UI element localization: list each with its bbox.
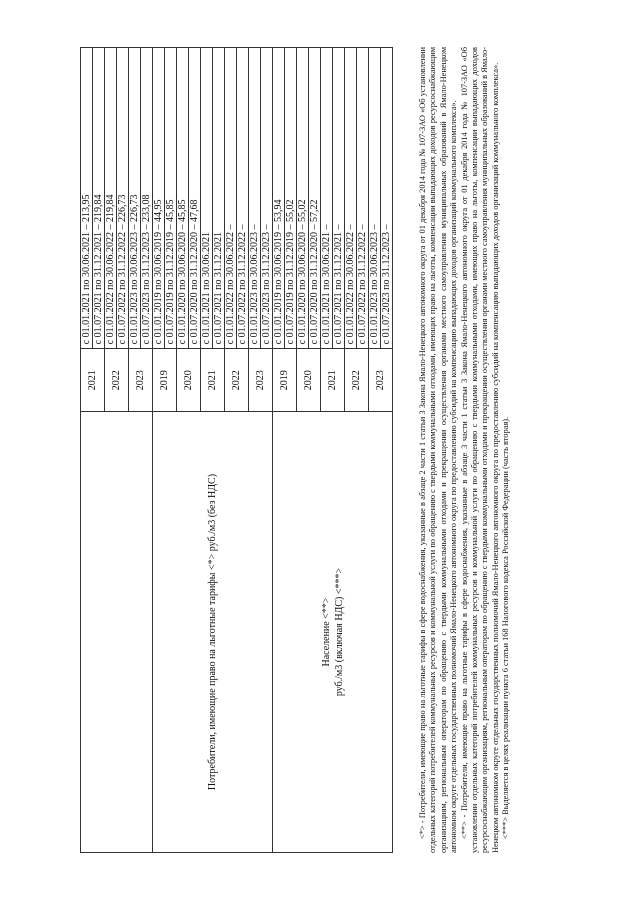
year-cell: 2019 [273,349,297,412]
period-cell: с 01.07.2020 по 31.12.2020 – 57,22 [309,48,321,349]
year-cell: 2021 [81,349,105,412]
year-cell: 2023 [249,349,273,412]
category-population-line1: Население <**> [320,597,332,667]
period-cell: с 01.07.2022 по 31.12.2022 – 226,73 [117,48,129,349]
period-cell: с 01.01.2022 по 30.06.2022 – [345,48,357,349]
category-population [273,412,393,853]
year-cell: 2019 [153,349,177,412]
year-cell: 2021 [321,349,345,412]
period-cell: с 01.01.2023 по 30.06.2023 – 226,73 [129,48,141,349]
table-row [273,48,285,853]
period-cell: с 01.07.2022 по 31.12.2022 – [237,48,249,349]
period-cell: с 01.07.2023 по 31.12.2023 – [261,48,273,349]
period-cell: с 01.01.2023 по 30.06.2023 – [369,48,381,349]
period-cell: с 01.07.2021 по 31.12.2021 [213,48,225,349]
table-row [153,48,165,853]
year-cell: 2020 [177,349,201,412]
period-cell: с 01.07.2019 по 31.12.2019 – 45,85 [165,48,177,349]
period-cell: с 01.07.2023 по 31.12.2023 – 233,08 [141,48,153,349]
period-cell: с 01.01.2021 по 30.06.2021 [201,48,213,349]
tariff-table [80,47,393,853]
footnotes [418,47,512,853]
year-cell: 2023 [129,349,153,412]
year-cell: 2023 [369,349,393,412]
period-cell: с 01.01.2021 по 30.06.2021 – 213,95 [81,48,93,349]
category-population-line2: руб./м3 (включая НДС) <***> [333,567,345,697]
period-cell: с 01.07.2023 по 31.12.2023 – [381,48,393,349]
period-cell: с 01.01.2022 по 30.06.2022 – [225,48,237,349]
table-row [81,48,93,853]
footnote-1: <*> - Потребители, имеющие право на льготные тарифы в сфере водоснабжения, указанные в абзаце 2 части 1 статьи 3 Закона Ямало-Ненецкого автономного округа от 01 декабря 2014 года № 107-ЗАО «Об установлении отдельных категорий потребителей коммунальных ресурсов и коммунальной услуги по обращению с твердыми коммунальными отходами, имеющих право на льготы, компенсации выпадающих доходов ресурсоснабжающим организациям, региональным операторам по обращению с твердыми коммунальными отходами и прекращении осуществления органами местного самоуправления муниципальных образований в Ямало-Ненецком автономном округе отдельных государственных полномочий Ямало-Ненецкого автономного округа по предоставлению субсидий на компенсацию выпадающих доходов организаций коммунального комплекса». [418,47,459,853]
category-preferential: Потребители, имеющие право на льготные тарифы <*> руб./м3 (без НДС) [153,412,273,853]
footnote-2: <**> - Потребители, имеющие право на льготные тарифы в сфере водоснабжения, указанные в абзаце 3 части 1 статьи 3 Закона Ямало-Ненецкого автономного округа от 01 декабря 2014 года № 107-ЗАО «Об установлении отдельных категорий потребителей коммунальных ресурсов и коммунальной услуги по обращению с твердыми коммунальными отходами, имеющих право на льготы, компенсации выпадающих доходов ресурсоснабжающим организациям, региональным операторам по обращению с твердыми коммунальными отходами и прекращении осуществления органами местного самоуправления муниципальных образований в Ямало-Ненецком автономном округе отдельных государственных полномочий Ямало-Ненецкого автономного округа по предоставлению субсидий на компенсацию выпадающих доходов организаций коммунального комплекса». [459,47,500,853]
year-cell: 2022 [225,349,249,412]
year-cell: 2022 [345,349,369,412]
period-cell: с 01.01.2019 по 30.06.2019 – 53,94 [273,48,285,349]
period-cell: с 01.07.2020 по 31.12.2020 – 47,68 [189,48,201,349]
category-cell-continued [81,412,153,853]
period-cell: с 01.01.2023 по 30.06.2023 – [249,48,261,349]
period-cell: с 01.01.2022 по 30.06.2022 – 219,84 [105,48,117,349]
period-cell: с 01.07.2022 по 31.12.2022 – [357,48,369,349]
footnote-3: <***> Выделяется в целях реализации пункта 6 статьи 168 Налогового кодекса Российской Федерации (часть вторая). [501,416,511,839]
year-cell: 2022 [105,349,129,412]
period-cell: с 01.07.2021 по 31.12.2021 – 219,84 [93,48,105,349]
period-cell: с 01.01.2020 по 30.06.2020 – 55,02 [297,48,309,349]
year-cell: 2021 [201,349,225,412]
period-cell: с 01.07.2021 по 31.12.2021 – [333,48,345,349]
period-cell: с 01.01.2019 по 30.06.2019 – 44,95 [153,48,165,349]
period-cell: с 01.07.2019 по 31.12.2019 – 55,02 [285,48,297,349]
year-cell: 2020 [297,349,321,412]
period-cell: с 01.01.2020 по 30.06.2020 – 45,85 [177,48,189,349]
period-cell: с 01.01.2021 по 30.06.2021 – [321,48,333,349]
